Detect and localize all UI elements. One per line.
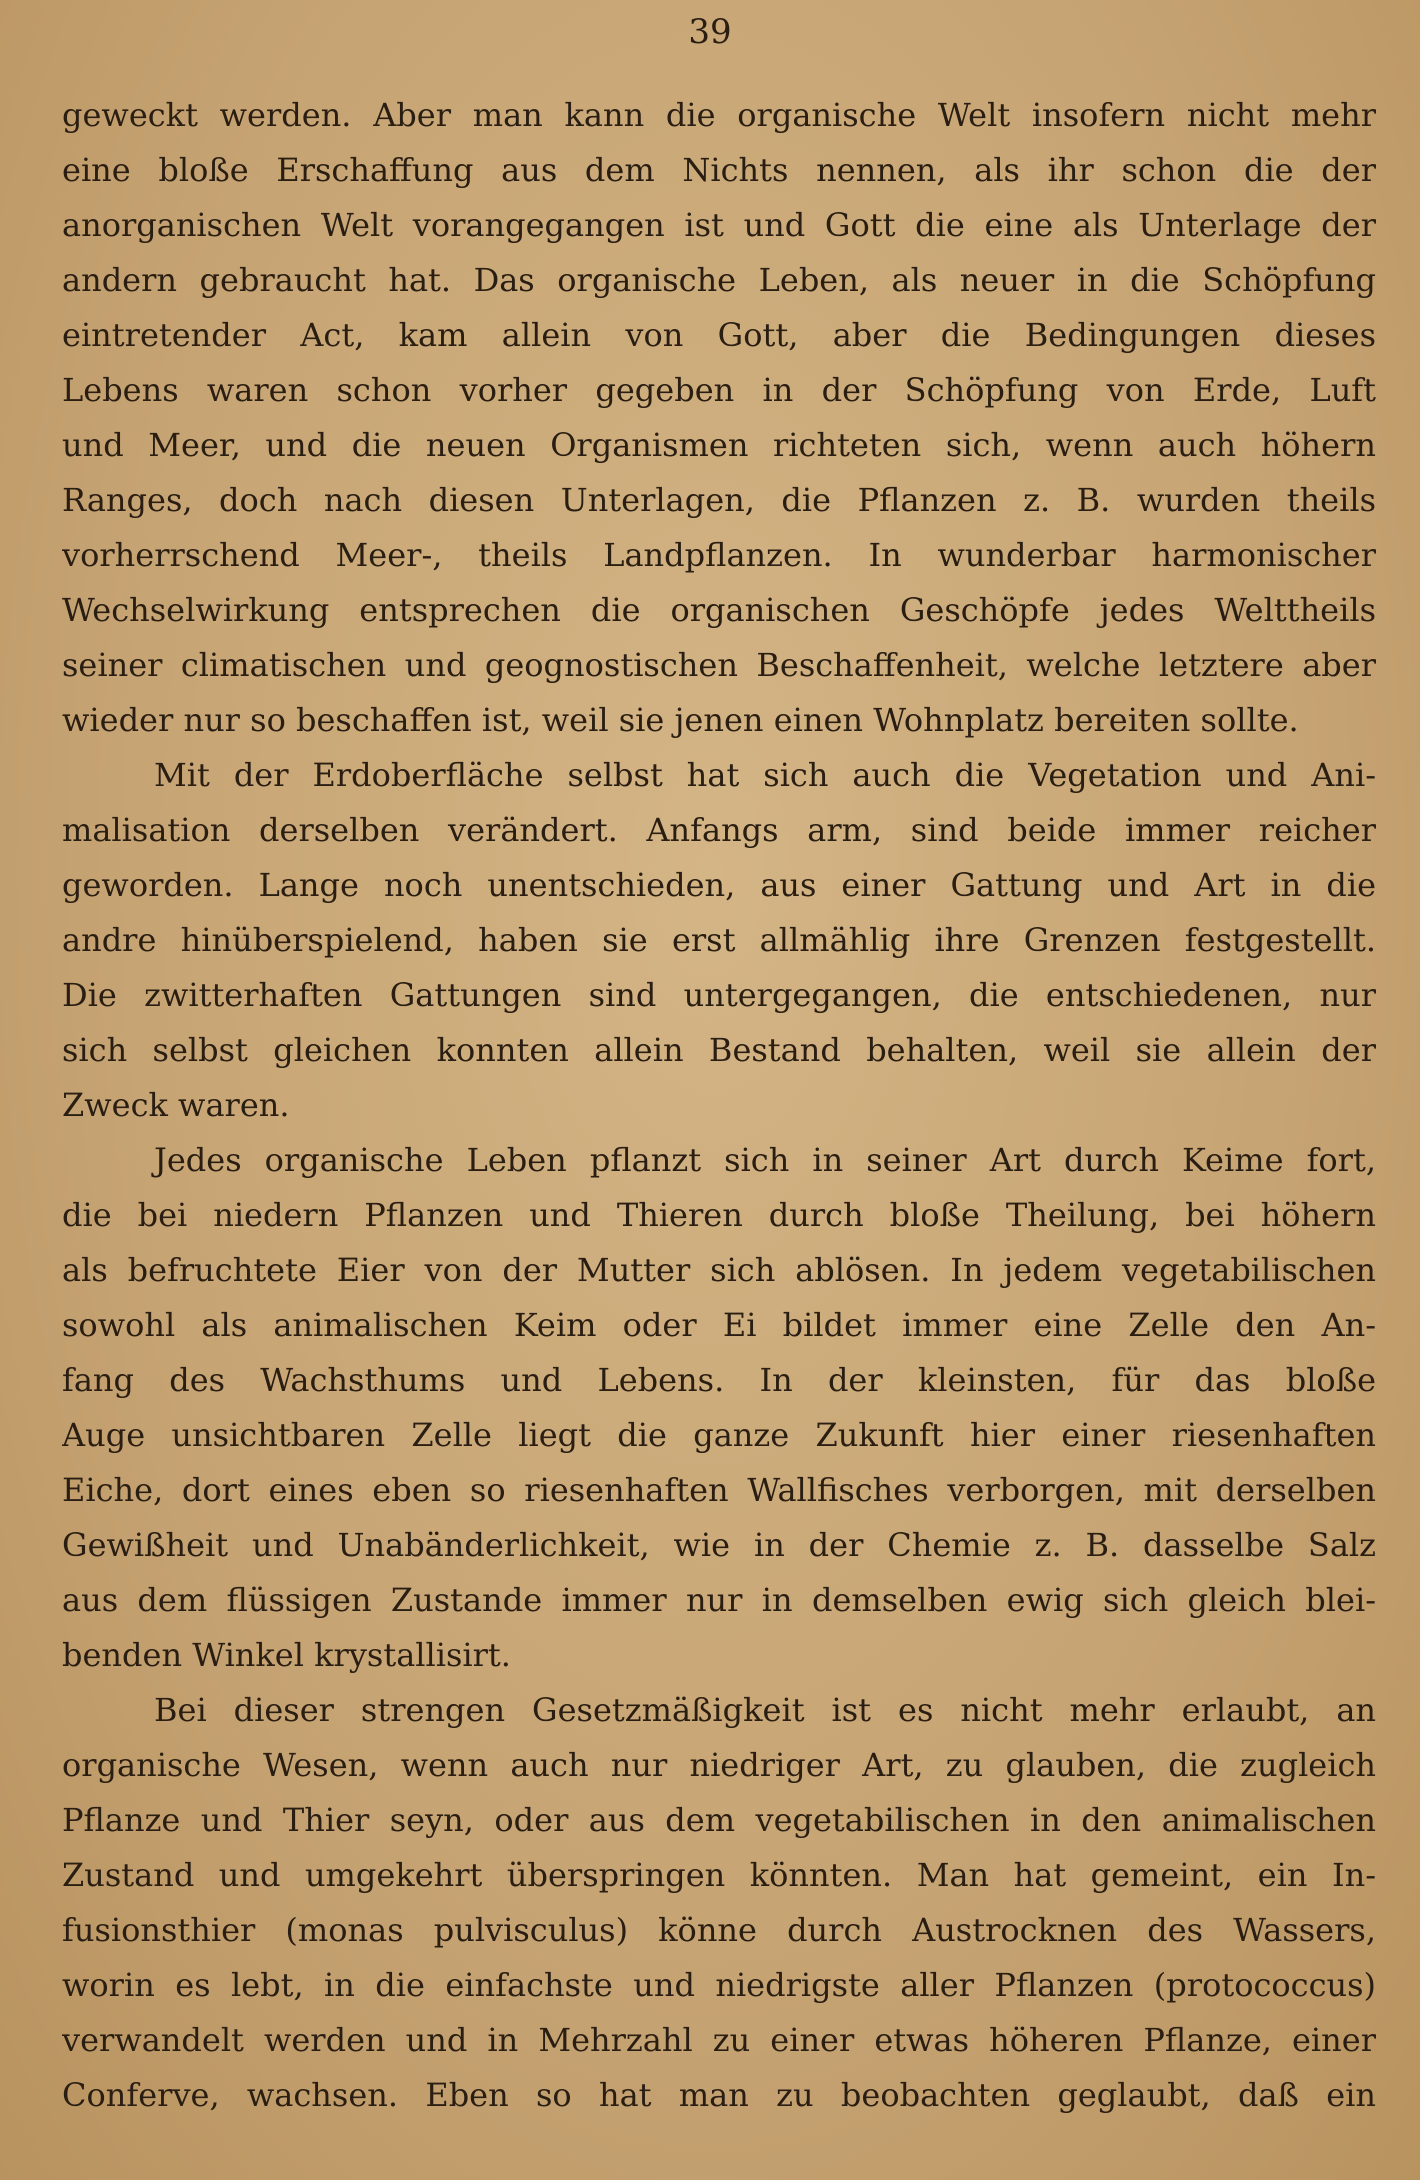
text-line: Bei dieser strengen Gesetzmäßigkeit ist es nicht mehr erlaubt, an [154, 1691, 1376, 1729]
text-line: und Meer, und die neuen Organismen richteten sich, wenn auch höhern [62, 426, 1376, 464]
text-line: sich selbst gleichen konnten allein Bestand behalten, weil sie allein der [62, 1031, 1376, 1069]
text-line: die bei niedern Pflanzen und Thieren durch bloße Theilung, bei höhern [62, 1196, 1376, 1234]
text-line: Eiche, dort eines eben so riesenhaften Wallfisches verborgen, mit derselben [62, 1471, 1376, 1509]
text-line: fang des Wachsthums und Lebens. In der kleinsten, für das bloße [62, 1361, 1376, 1399]
text-line: als befruchtete Eier von der Mutter sich ablösen. In jedem vegetabilischen [62, 1251, 1376, 1289]
text-line: Zweck waren. [62, 1086, 290, 1124]
text-line: vorherrschend Meer-, theils Landpflanzen. In wunderbar harmonischer [62, 536, 1376, 574]
text-line: worin es lebt, in die einfachste und niedrigste aller Pflanzen (protococcus) [62, 1966, 1376, 2004]
text-line: Auge unsichtbaren Zelle liegt die ganze Zukunft hier einer riesenhaften [62, 1416, 1376, 1454]
text-line: aus dem flüssigen Zustande immer nur in demselben ewig sich gleich blei- [62, 1581, 1376, 1619]
text-line: fusionsthier (monas pulvisculus) könne durch Austrocknen des Wassers, [62, 1911, 1376, 1949]
text-line: Wechselwirkung entsprechen die organischen Geschöpfe jedes Welttheils [62, 591, 1376, 629]
text-line: organische Wesen, wenn auch nur niedriger Art, zu glauben, die zugleich [62, 1746, 1376, 1784]
text-line: Ranges, doch nach diesen Unterlagen, die Pflanzen z. B. wurden theils [62, 481, 1376, 519]
text-line: geworden. Lange noch unentschieden, aus einer Gattung und Art in die [62, 866, 1376, 904]
text-line: Mit der Erdoberfläche selbst hat sich auch die Vegetation und Ani- [154, 756, 1376, 794]
text-line: wieder nur so beschaffen ist, weil sie jenen einen Wohnplatz bereiten sollte. [62, 701, 1299, 739]
text-line: Pflanze und Thier seyn, oder aus dem vegetabilischen in den animalischen [62, 1801, 1376, 1839]
paragraph [62, 1683, 1376, 2123]
page-number: 39 [688, 12, 732, 52]
text-line: seiner climatischen und geognostischen Beschaffenheit, welche letztere aber [62, 646, 1376, 684]
text-line: Zustand und umgekehrt überspringen könnten. Man hat gemeint, ein In- [62, 1856, 1376, 1894]
paragraph [62, 1133, 1376, 1683]
page-text [62, 88, 1376, 2123]
text-line: andern gebraucht hat. Das organische Leben, als neuer in die Schöpfung [62, 261, 1376, 299]
text-line: anorganischen Welt vorangegangen ist und Gott die eine als Unterlage der [62, 206, 1376, 244]
text-line: Gewißheit und Unabänderlichkeit, wie in der Chemie z. B. dasselbe Salz [62, 1526, 1376, 1564]
paragraph [62, 88, 1376, 748]
text-line: geweckt werden. Aber man kann die organische Welt insofern nicht mehr [62, 96, 1376, 134]
text-line: verwandelt werden und in Mehrzahl zu einer etwas höheren Pflanze, einer [62, 2021, 1376, 2059]
text-line: malisation derselben verändert. Anfangs arm, sind beide immer reicher [62, 811, 1376, 849]
text-line: Lebens waren schon vorher gegeben in der Schöpfung von Erde, Luft [62, 371, 1376, 409]
paragraph [62, 748, 1376, 1133]
text-line: eine bloße Erschaffung aus dem Nichts nennen, als ihr schon die der [62, 151, 1376, 189]
text-line: andre hinüberspielend, haben sie erst allmählig ihre Grenzen festgestellt. [62, 921, 1376, 959]
text-line: Conferve, wachsen. Eben so hat man zu beobachten geglaubt, daß ein [62, 2076, 1376, 2114]
text-line: benden Winkel krystallisirt. [62, 1636, 511, 1674]
text-line: Die zwitterhaften Gattungen sind untergegangen, die entschiedenen, nur [62, 976, 1376, 1014]
text-line: Jedes organische Leben pflanzt sich in seiner Art durch Keime fort, [154, 1141, 1376, 1179]
text-line: eintretender Act, kam allein von Gott, aber die Bedingungen dieses [62, 316, 1376, 354]
text-line: sowohl als animalischen Keim oder Ei bildet immer eine Zelle den An- [62, 1306, 1376, 1344]
